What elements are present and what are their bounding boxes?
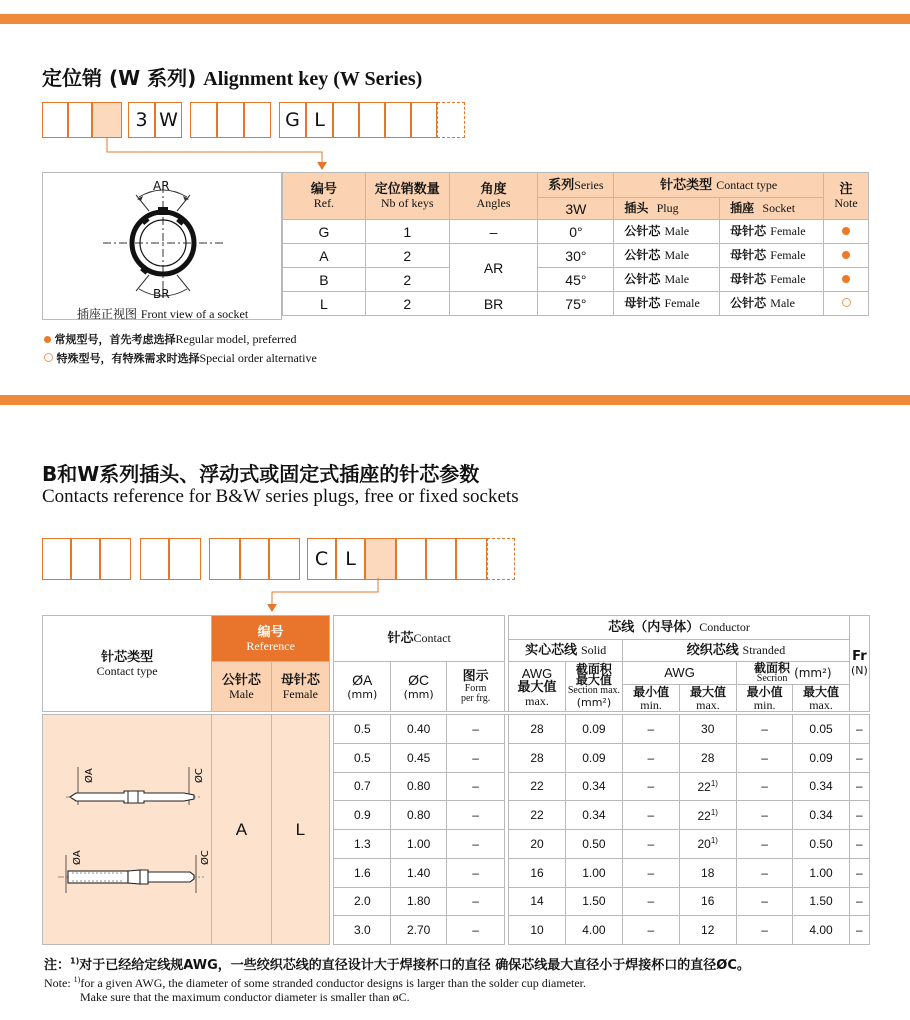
code-box: L bbox=[306, 102, 333, 138]
code-box bbox=[244, 102, 271, 138]
header-section-stranded: 截面积 Secrion (mm²) 最小值 min. 最大值 max. bbox=[736, 662, 849, 712]
header-series-3w: 3W bbox=[538, 198, 614, 220]
header-series: 系列Series bbox=[538, 173, 614, 198]
code-box bbox=[42, 102, 68, 138]
cell-form: – bbox=[446, 715, 504, 744]
code-box bbox=[71, 538, 100, 580]
code-box bbox=[411, 102, 437, 138]
cell-ref-female: L bbox=[271, 715, 329, 945]
cell-ref: A bbox=[283, 244, 366, 268]
cell-fr: – bbox=[849, 858, 869, 887]
header-male: 公针芯 Male bbox=[212, 662, 271, 712]
label-br: BR bbox=[153, 287, 170, 301]
filled-dot-icon bbox=[44, 336, 51, 343]
svg-text:ØA: ØA bbox=[84, 768, 96, 783]
header-conductor: 芯线（内导体）Conductor bbox=[509, 616, 849, 640]
code-box bbox=[190, 102, 217, 138]
code-box bbox=[42, 538, 71, 580]
cell-section-max: 4.00 bbox=[793, 916, 849, 945]
cell-dia-c: 0.80 bbox=[391, 772, 446, 801]
cell-fr: – bbox=[849, 830, 869, 859]
cell-socket: 母针芯 Female bbox=[720, 220, 824, 244]
socket-caption bbox=[77, 305, 248, 322]
header-dia-a: ØA (mm) bbox=[334, 662, 391, 712]
cell-ref-male: A bbox=[212, 715, 271, 945]
header-reference: 编号 Reference bbox=[212, 616, 330, 662]
cell-section-max: 0.50 bbox=[793, 830, 849, 859]
cell-fr: – bbox=[849, 772, 869, 801]
socket-front-view-panel bbox=[42, 172, 282, 320]
table-row bbox=[43, 715, 870, 744]
legend bbox=[44, 330, 317, 368]
cell-plug: 公针芯 Male bbox=[614, 220, 720, 244]
cell-section-solid: 0.34 bbox=[565, 772, 622, 801]
cell-section-min: – bbox=[736, 715, 792, 744]
cell-awg-max: 16 bbox=[679, 887, 736, 916]
cell-awg-solid: 22 bbox=[509, 772, 565, 801]
cell-section-max: 1.00 bbox=[793, 858, 849, 887]
cell-awg-solid: 28 bbox=[509, 743, 565, 772]
cell-series: 0° bbox=[538, 220, 614, 244]
section1-title bbox=[42, 62, 422, 91]
code-box bbox=[359, 102, 385, 138]
cell-keys: 1 bbox=[365, 220, 449, 244]
cell-awg-solid: 20 bbox=[509, 830, 565, 859]
svg-text:ØC: ØC bbox=[200, 850, 211, 865]
cell-fr: – bbox=[849, 916, 869, 945]
legend-special: 特殊型号，有特殊需求时选择Special order alternative bbox=[44, 349, 317, 368]
code-box bbox=[396, 538, 426, 580]
code-box: 3 bbox=[128, 102, 155, 138]
cell-section-solid: 0.50 bbox=[565, 830, 622, 859]
header-socket: 插座 Socket bbox=[720, 198, 824, 220]
cell-angle: – bbox=[449, 220, 538, 244]
section2-title-en: Contacts reference for B&W series plugs, free or fixed sockets bbox=[42, 486, 519, 507]
cell-section-min: – bbox=[736, 772, 792, 801]
cell-form: – bbox=[446, 887, 504, 916]
code-box bbox=[456, 538, 487, 580]
header-solid: 实心芯线 Solid bbox=[509, 640, 623, 662]
code-box: L bbox=[336, 538, 365, 580]
cell-plug: 公针芯 Male bbox=[614, 244, 720, 268]
cell-fr: – bbox=[849, 715, 869, 744]
cell-dia-c: 0.40 bbox=[391, 715, 446, 744]
cell-angle: AR bbox=[449, 244, 538, 292]
filled-dot-icon bbox=[842, 251, 850, 259]
section1-title-cn: 定位销 (W 系列) bbox=[42, 66, 197, 90]
section1-title-en: Alignment key (W Series) bbox=[203, 68, 423, 90]
header-section-solid: 截面积 最大值 Section max. (mm²) bbox=[565, 662, 622, 712]
code-box bbox=[333, 102, 359, 138]
socket-caption-en: Front view of a socket bbox=[140, 307, 249, 321]
contacts-table bbox=[42, 615, 870, 945]
cell-awg-min: – bbox=[623, 801, 679, 830]
cell-form: – bbox=[446, 830, 504, 859]
cell-form: – bbox=[446, 916, 504, 945]
cell-dia-a: 0.5 bbox=[334, 715, 391, 744]
cell-section-min: – bbox=[736, 887, 792, 916]
header-awg-solid: AWG 最大值 max. bbox=[509, 662, 565, 712]
cell-awg-min: – bbox=[623, 772, 679, 801]
cell-note bbox=[824, 220, 869, 244]
section2-pointer-arrow bbox=[0, 578, 910, 616]
header-plug: 插头 Plug bbox=[614, 198, 720, 220]
cell-awg-min: – bbox=[623, 887, 679, 916]
cell-socket: 公针芯 Male bbox=[720, 292, 824, 316]
cell-awg-max: 22$^{1)}$ bbox=[679, 801, 736, 830]
cell-dia-a: 0.7 bbox=[334, 772, 391, 801]
svg-text:ØA: ØA bbox=[72, 850, 84, 865]
code-box bbox=[140, 538, 169, 580]
legend-regular: 常规型号，首先考虑选择Regular model, preferred bbox=[44, 330, 317, 349]
code-box bbox=[217, 102, 244, 138]
code-box bbox=[169, 538, 201, 580]
cell-section-min: – bbox=[736, 743, 792, 772]
code-box: W bbox=[155, 102, 182, 138]
cell-ref: L bbox=[283, 292, 366, 316]
cell-dia-c: 2.70 bbox=[391, 916, 446, 945]
cell-series: 30° bbox=[538, 244, 614, 268]
cell-form: – bbox=[446, 743, 504, 772]
cell-awg-solid: 22 bbox=[509, 801, 565, 830]
cell-pin-diagram bbox=[43, 715, 212, 945]
table-row bbox=[283, 292, 869, 316]
cell-awg-solid: 28 bbox=[509, 715, 565, 744]
cell-socket: 母针芯 Female bbox=[720, 268, 824, 292]
header-contact: 针芯Contact bbox=[334, 616, 505, 662]
cell-note bbox=[824, 244, 869, 268]
note-en: Note: $^{1)}$for a given AWG, the diameter of some stranded conductor designs is larger than the solder cup diameter. Make sure that the maximum conductor diameter is smaller than øC. bbox=[44, 975, 587, 1004]
cell-awg-max: 28 bbox=[679, 743, 736, 772]
header-fr: Fr (N) bbox=[849, 616, 869, 712]
cell-dia-a: 1.3 bbox=[334, 830, 391, 859]
header-stranded: 绞织芯线 Stranded bbox=[623, 640, 850, 662]
cell-ref: B bbox=[283, 268, 366, 292]
table-row bbox=[283, 268, 869, 292]
cell-keys: 2 bbox=[365, 268, 449, 292]
header-angles: 角度 Angles bbox=[449, 173, 538, 220]
cell-fr: – bbox=[849, 743, 869, 772]
cell-dia-a: 0.5 bbox=[334, 743, 391, 772]
socket-caption-cn: 插座正视图 bbox=[77, 307, 138, 321]
cell-section-solid: 1.00 bbox=[565, 858, 622, 887]
cell-plug: 母针芯 Female bbox=[614, 292, 720, 316]
cell-dia-c: 1.80 bbox=[391, 887, 446, 916]
table-row bbox=[283, 220, 869, 244]
cell-dia-a: 3.0 bbox=[334, 916, 391, 945]
code-box bbox=[437, 102, 465, 138]
top-accent-bar bbox=[0, 14, 910, 24]
cell-awg-max: 30 bbox=[679, 715, 736, 744]
cell-keys: 2 bbox=[365, 244, 449, 268]
header-form: 图示 Form per frg. bbox=[446, 662, 504, 712]
code-box: G bbox=[279, 102, 306, 138]
alignment-key-table bbox=[282, 172, 869, 316]
contact-pin-diagram bbox=[44, 715, 210, 941]
code-box bbox=[487, 538, 515, 580]
cell-awg-solid: 14 bbox=[509, 887, 565, 916]
hollow-dot-icon bbox=[44, 353, 53, 362]
cell-awg-max: 22$^{1)}$ bbox=[679, 772, 736, 801]
cell-awg-min: – bbox=[623, 715, 679, 744]
code-box bbox=[68, 102, 92, 138]
cell-angle: BR bbox=[449, 292, 538, 316]
header-keys: 定位销数量 Nb of keys bbox=[365, 173, 449, 220]
cell-keys: 2 bbox=[365, 292, 449, 316]
cell-section-min: – bbox=[736, 830, 792, 859]
code-box bbox=[269, 538, 300, 580]
cell-dia-a: 0.9 bbox=[334, 801, 391, 830]
cell-section-min: – bbox=[736, 801, 792, 830]
cell-awg-min: – bbox=[623, 916, 679, 945]
cell-awg-max: 18 bbox=[679, 858, 736, 887]
cell-dia-c: 1.00 bbox=[391, 830, 446, 859]
cell-section-max: 0.34 bbox=[793, 772, 849, 801]
header-female: 母针芯 Female bbox=[271, 662, 329, 712]
cell-section-max: 0.05 bbox=[793, 715, 849, 744]
cell-section-max: 0.09 bbox=[793, 743, 849, 772]
cell-section-min: – bbox=[736, 916, 792, 945]
header-ref: 编号 Ref. bbox=[283, 173, 366, 220]
cell-awg-max: 20$^{1)}$ bbox=[679, 830, 736, 859]
cell-fr: – bbox=[849, 801, 869, 830]
code-box bbox=[365, 538, 396, 580]
cell-awg-solid: 16 bbox=[509, 858, 565, 887]
header-note: 注 Note bbox=[824, 173, 869, 220]
section1-pointer-arrow bbox=[0, 138, 910, 172]
cell-section-min: – bbox=[736, 858, 792, 887]
cell-awg-min: – bbox=[623, 858, 679, 887]
cell-note bbox=[824, 268, 869, 292]
label-ar: AR bbox=[153, 179, 170, 193]
cell-dia-a: 1.6 bbox=[334, 858, 391, 887]
cell-section-solid: 0.09 bbox=[565, 715, 622, 744]
cell-note bbox=[824, 292, 869, 316]
header-awg-stranded: AWG 最小值 min. 最大值 max. bbox=[623, 662, 737, 712]
filled-dot-icon bbox=[842, 275, 850, 283]
cell-section-solid: 0.34 bbox=[565, 801, 622, 830]
cell-dia-a: 2.0 bbox=[334, 887, 391, 916]
cell-fr: – bbox=[849, 887, 869, 916]
code-box bbox=[92, 102, 122, 138]
cell-dia-c: 0.45 bbox=[391, 743, 446, 772]
cell-plug: 公针芯 Male bbox=[614, 268, 720, 292]
code-box bbox=[240, 538, 269, 580]
cell-dia-c: 1.40 bbox=[391, 858, 446, 887]
cell-form: – bbox=[446, 801, 504, 830]
cell-series: 75° bbox=[538, 292, 614, 316]
header-dia-c: ØC (mm) bbox=[391, 662, 446, 712]
cell-section-max: 1.50 bbox=[793, 887, 849, 916]
cell-awg-min: – bbox=[623, 743, 679, 772]
cell-section-solid: 4.00 bbox=[565, 916, 622, 945]
code-box bbox=[385, 102, 411, 138]
header-contact-type-2: 针芯类型 Contact type bbox=[43, 616, 212, 712]
cell-awg-max: 12 bbox=[679, 916, 736, 945]
filled-dot-icon bbox=[842, 227, 850, 235]
cell-form: – bbox=[446, 858, 504, 887]
cell-section-solid: 0.09 bbox=[565, 743, 622, 772]
header-contact-type: 针芯类型 Contact type bbox=[614, 173, 824, 198]
note-cn: 注：$^{1)}$对于已经给定线规AWG，一些绞织芯线的直径设计大于焊接杯口的直径 确保芯线最大直径小于焊接杯口的直径ØC。 bbox=[44, 956, 750, 973]
code-box: C bbox=[307, 538, 336, 580]
cell-section-solid: 1.50 bbox=[565, 887, 622, 916]
svg-text:ØC: ØC bbox=[194, 768, 206, 783]
code-box bbox=[426, 538, 456, 580]
hollow-dot-icon bbox=[842, 298, 851, 307]
cell-series: 45° bbox=[538, 268, 614, 292]
cell-form: – bbox=[446, 772, 504, 801]
cell-awg-min: – bbox=[623, 830, 679, 859]
middle-accent-bar bbox=[0, 395, 910, 405]
cell-ref: G bbox=[283, 220, 366, 244]
code-box bbox=[100, 538, 131, 580]
cell-section-max: 0.34 bbox=[793, 801, 849, 830]
cell-socket: 母针芯 Female bbox=[720, 244, 824, 268]
table-row bbox=[283, 244, 869, 268]
section2-title-cn: B和W系列插头、浮动式或固定式插座的针芯参数 bbox=[42, 462, 480, 486]
cell-awg-solid: 10 bbox=[509, 916, 565, 945]
cell-dia-c: 0.80 bbox=[391, 801, 446, 830]
code-box bbox=[209, 538, 240, 580]
